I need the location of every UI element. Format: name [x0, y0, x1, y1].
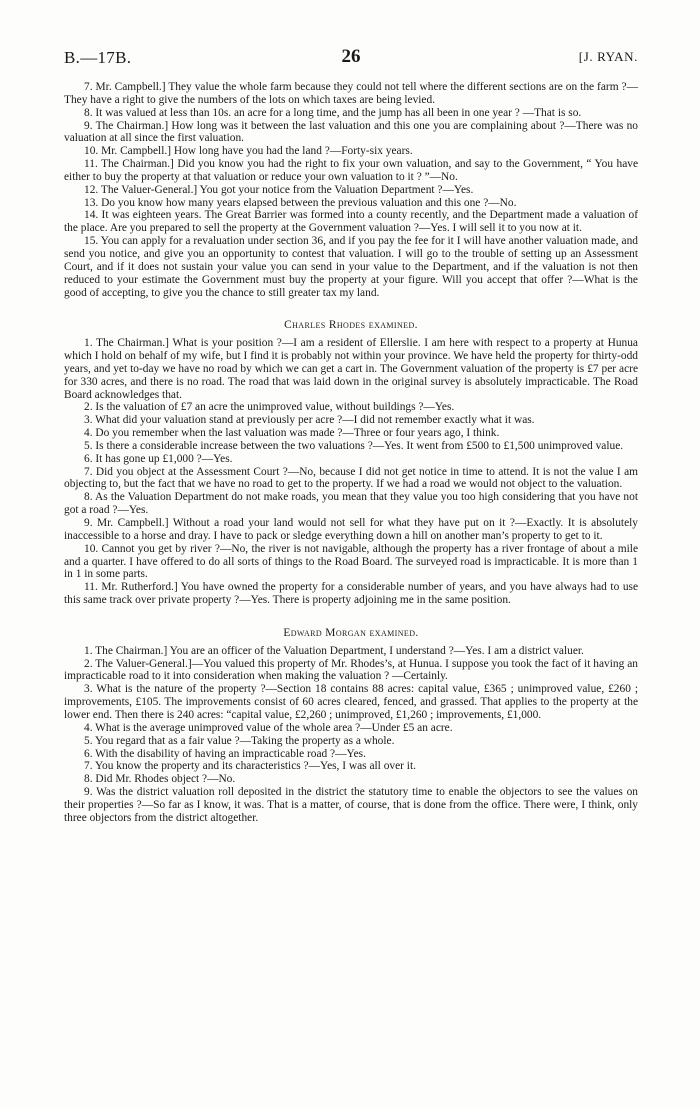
- question-answer-paragraph: 8. It was valued at less than 10s. an acre for a long time, and the jump has all been in one year ? —That is so.: [84, 106, 582, 119]
- question-answer-paragraph: 8. As the Valuation Department do not make roads, you mean that they value you too high considering that you have not got a road ?—Yes.: [64, 491, 638, 517]
- question-answer-paragraph: 4. What is the average unimproved value of the whole area ?—Under £5 an acre.: [84, 721, 453, 734]
- document-body: [64, 81, 638, 825]
- question-answer-paragraph: 1. The Chairman.] What is your position ?—I am a resident of Ellerslie. I am here with respect to a property at Hunua which I hold on behalf of my wife, but I find it is probably not within your province. We have held the property for thirty-odd years, and yet to-day we have no road by which we can get a cart in. The Government valuation of the property is £7 per acre for 330 acres, and there is no road. The road that was laid down in the original survey is absolutely impracticable. The Road Board acknowledges that.: [64, 337, 638, 401]
- question-answer-paragraph: 2. The Valuer-General.]—You valued this property of Mr. Rhodes’s, at Hunua. I suppose you took the fact of it having an impracticable road to it into consideration when making the valuation ? —Certainly.: [64, 657, 638, 683]
- question-answer-paragraph: 15. You can apply for a revaluation under section 36, and if you pay the fee for it I will have another valuation made, and send you notice, and give you an opportunity to contest that valuation. I will go to the trouble of setting up an Assessment Court, and if it does not sustain your value you can send in your value to the Department, and if the valuation is not then reduced to your estimate the Government must buy the property at your figure. Will you accept that offer ?—What is the good of accepting, to give you the chance to still greater tax my land.: [64, 235, 638, 299]
- question-answer-paragraph: 3. What is the nature of the property ?—Section 18 contains 88 acres: capital value, £365 ; unimproved value, £260 ; improvements, £105. The improvements consist of 60 acres cleared, fenced, and grassed. That applies to the property at the lower end. Then there is 240 acres: “capital value, £2,260 ; unimproved, £1,260 ; improvements, £1,000.: [64, 683, 638, 721]
- question-answer-paragraph: 14. It was eighteen years. The Great Barrier was formed into a county recently, and the Department made a valuation of the place. Are you prepared to sell the property at the Government valuation ?—Yes. I will sell it to you now at it.: [64, 209, 638, 235]
- question-answer-paragraph: 4. Do you remember when the last valuation was made ?—Three or four years ago, I think.: [84, 427, 500, 440]
- question-answer-paragraph: 11. The Chairman.] Did you know you had the right to fix your own valuation, and say to the Government, “ You have either to buy the property at that valuation or reduce your own valuation to it ? ”—No.: [64, 158, 638, 183]
- question-answer-paragraph: 7. Mr. Campbell.] They value the whole farm because they could not tell where the different sections are on the farm ?—They have a right to give the numbers of the lots on which taxes are being levied.: [64, 81, 638, 106]
- question-answer-paragraph: 11. Mr. Rutherford.] You have owned the property for a considerable number of years, and you have always had to use this same track over private property ?—Yes. There is property adjoining me in the same position.: [64, 581, 638, 607]
- question-answer-paragraph: 5. You regard that as a fair value ?—Taking the property as a whole.: [84, 734, 395, 747]
- witness-heading: Edward Morgan examined.: [283, 626, 419, 639]
- page-header: [64, 48, 638, 70]
- question-answer-paragraph: 10. Cannot you get by river ?—No, the river is not navigable, although the property has a river frontage of about a mile and a quarter. I have offered to do all sorts of things to the Road Board. The surveyed road is impracticable. It is more than 1 in 1 in some parts.: [64, 542, 638, 581]
- page-number: 26: [341, 46, 361, 67]
- question-answer-paragraph: 2. Is the valuation of £7 an acre the unimproved value, without buildings ?—Yes.: [84, 401, 455, 414]
- parliamentary-paper-reference: B.—17B.: [64, 48, 132, 67]
- question-answer-paragraph: 1. The Chairman.] You are an officer of the Valuation Department, I understand ?—Yes. I am a district valuer.: [84, 644, 584, 657]
- witness-heading: Charles Rhodes examined.: [284, 319, 418, 332]
- question-answer-paragraph: 7. You know the property and its characteristics ?—Yes, I was all over it.: [84, 760, 416, 773]
- question-answer-paragraph: 13. Do you know how many years elapsed between the previous valuation and this one ?—No.: [84, 196, 517, 209]
- question-answer-paragraph: 6. It has gone up £1,000 ?—Yes.: [84, 452, 233, 465]
- question-answer-paragraph: 8. Did Mr. Rhodes object ?—No.: [84, 773, 236, 786]
- question-answer-paragraph: 12. The Valuer-General.] You got your notice from the Valuation Department ?—Yes.: [84, 183, 474, 196]
- question-answer-paragraph: 6. With the disability of having an impracticable road ?—Yes.: [84, 747, 366, 760]
- question-answer-paragraph: 10. Mr. Campbell.] How long have you had the land ?—Forty-six years.: [84, 145, 413, 158]
- question-answer-paragraph: 9. The Chairman.] How long was it between the last valuation and this one you are complaining about ?—There was no valuation at all since the first valuation.: [64, 119, 638, 145]
- question-answer-paragraph: 5. Is there a considerable increase between the two valuations ?—Yes. It went from £500 to £1,500 unimproved value.: [84, 439, 624, 452]
- question-answer-paragraph: 3. What did your valuation stand at previously per acre ?—I did not remember exactly what it was.: [84, 414, 535, 427]
- witness-running-head: [J. RYAN.: [578, 49, 638, 64]
- question-answer-paragraph: 7. Did you object at the Assessment Court ?—No, because I did not get notice in time to attend. It is not the value I am objecting to, but the fact that we have no road to get to the property. If we had a road we would not object to the valuation.: [64, 465, 638, 491]
- question-answer-paragraph: 9. Mr. Campbell.] Without a road your land would not sell for what they have put on it ?—Exactly. It is absolutely inaccessible to a horse and dray. I have to pack or sledge everything down a hill on another man’s property to get to it.: [64, 517, 638, 542]
- question-answer-paragraph: 9. Was the district valuation roll deposited in the district the statutory time to enable the objectors to see the values on their properties ?—So far as I know, it was. That is a matter, of course, that is done from the office. There were, I think, only three objectors from the district altogether.: [64, 786, 638, 824]
